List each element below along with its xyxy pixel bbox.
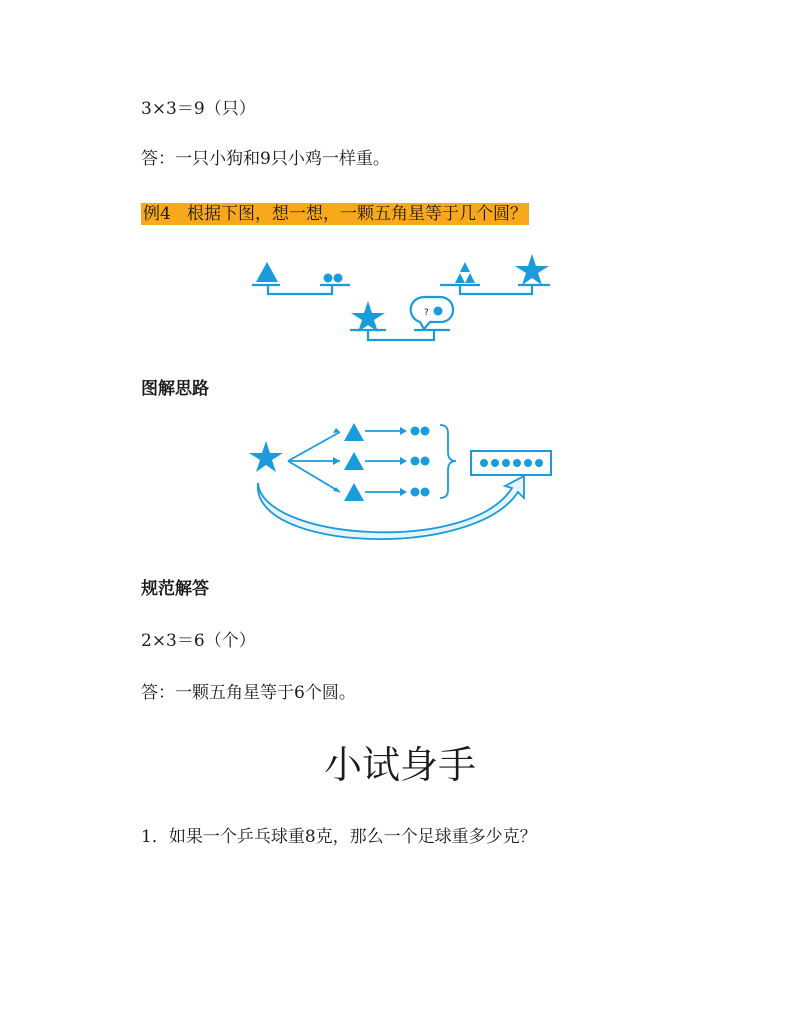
circle-icon bbox=[434, 307, 443, 316]
section-solution-heading: 规范解答 bbox=[141, 579, 209, 599]
brace-icon bbox=[440, 425, 456, 498]
section-thinking-heading: 图解思路 bbox=[141, 379, 209, 399]
circle-icon bbox=[411, 427, 420, 436]
answer-line-2: 答：一颗五角星等于6个圆。 bbox=[141, 683, 356, 703]
balance-left-bar bbox=[252, 285, 350, 294]
answer-line-1: 答：一只小狗和9只小鸡一样重。 bbox=[141, 149, 390, 169]
balance-bottom-bar bbox=[350, 330, 450, 340]
circle-icon bbox=[324, 274, 333, 283]
thinking-diagram bbox=[0, 410, 800, 560]
calc-line-2: 2×3＝6（个） bbox=[141, 631, 256, 651]
circle-icon bbox=[535, 459, 543, 467]
question-1: 1．如果一个乒乓球重8克，那么一个足球重多少克？ bbox=[141, 827, 537, 847]
curved-arrow-icon bbox=[258, 476, 524, 539]
balance-right-bar bbox=[440, 285, 550, 294]
circle-icon bbox=[421, 488, 430, 497]
circle-icon bbox=[502, 459, 510, 467]
arrow-icon bbox=[333, 457, 340, 465]
star-icon bbox=[249, 441, 283, 472]
triangle-icon bbox=[344, 423, 364, 441]
circle-icon bbox=[513, 459, 521, 467]
speech-bubble-icon bbox=[411, 297, 453, 329]
arrow-icon bbox=[288, 461, 340, 492]
circle-icon bbox=[480, 459, 488, 467]
example-question: 根据下图，想一想，一颗五角星等于几个圆？ bbox=[187, 204, 528, 224]
circle-icon bbox=[411, 457, 420, 466]
practice-title: 小试身手 bbox=[323, 743, 476, 787]
triangle-icon bbox=[455, 262, 475, 283]
triangle-icon bbox=[344, 452, 364, 470]
circle-icon bbox=[491, 459, 499, 467]
star-icon bbox=[515, 254, 549, 285]
arrow-icon bbox=[400, 427, 407, 435]
star-icon bbox=[351, 301, 385, 332]
circle-icon bbox=[411, 488, 420, 497]
arrow-icon bbox=[288, 432, 340, 461]
triangle-icon bbox=[256, 262, 278, 282]
circle-icon bbox=[334, 274, 343, 283]
arrow-icon bbox=[400, 457, 407, 465]
circle-icon bbox=[421, 457, 430, 466]
circle-icon bbox=[524, 459, 532, 467]
triangle-icon bbox=[344, 483, 364, 501]
question-mark: ? bbox=[424, 308, 429, 318]
circle-icon bbox=[421, 427, 430, 436]
calc-line-1: 3×3＝9（只） bbox=[141, 99, 256, 119]
arrow-icon bbox=[400, 488, 407, 496]
example-label: 例4 bbox=[143, 204, 171, 224]
balance-diagram bbox=[0, 0, 800, 360]
